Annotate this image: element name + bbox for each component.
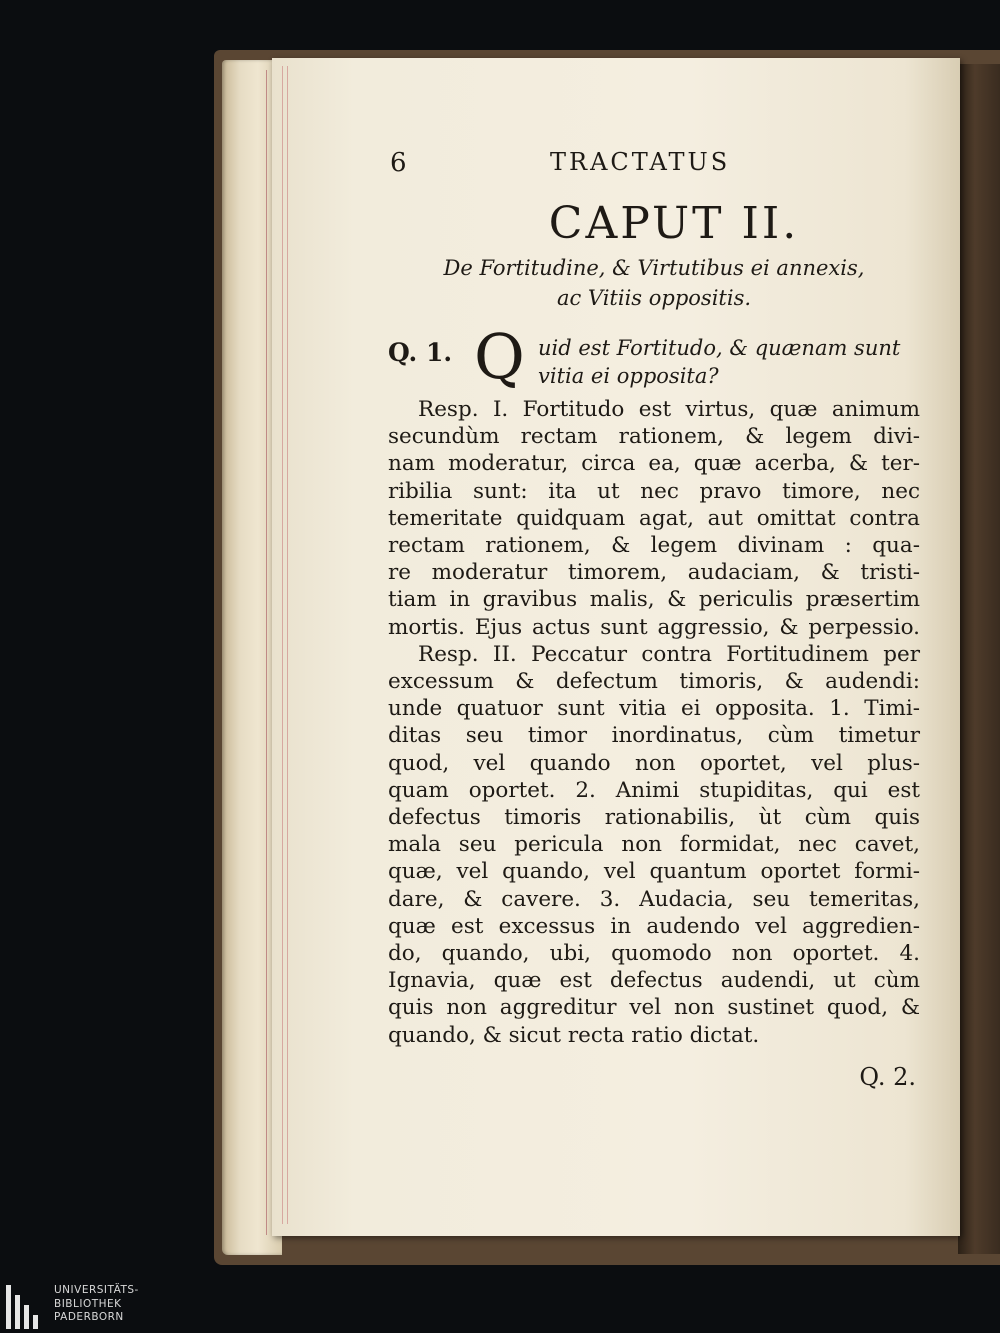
body-line: Resp. II. Peccatur contra Fortitudinem per xyxy=(418,641,920,667)
logo-line-1: UNIVERSITÄTS- xyxy=(54,1284,139,1296)
body-line: quam oportet. 2. Animi stupiditas, qui est xyxy=(388,777,920,803)
book-spine-edge xyxy=(958,64,1000,1254)
chapter-subtitle-line-1: De Fortitudine, & Virtutibus ei annexis, xyxy=(443,256,865,280)
body-line: quæ, vel quando, vel quantum oportet formi- xyxy=(388,859,920,885)
body-line: nam moderatur, circa ea, quæ acerba, & ter- xyxy=(388,451,920,477)
running-head: TRACTATUS xyxy=(550,148,731,176)
page-text-block xyxy=(388,140,920,1091)
body-line: rectam rationem, & legem divinam : qua- xyxy=(388,533,920,559)
logo-line-3: PADERBORN xyxy=(54,1311,124,1323)
body-line: ribilia sunt: ita ut nec pravo timore, nec xyxy=(388,478,920,504)
body-line: secundùm rectam rationem, & legem divi- xyxy=(388,424,920,450)
question-text xyxy=(538,334,920,390)
page-header xyxy=(388,140,920,184)
question-line-1: uid est Fortitudo, & quænam sunt xyxy=(538,336,901,360)
question-block xyxy=(388,320,920,393)
body-line: mortis. Ejus actus sunt aggressio, & perpessio. xyxy=(388,614,920,640)
library-logo xyxy=(6,1283,206,1331)
body-line: quæ est excessus in audendo vel aggredien- xyxy=(388,913,920,939)
library-logo-text xyxy=(54,1284,139,1325)
body-line: temeritate quidquam agat, aut omittat contra xyxy=(388,505,920,531)
library-logo-icon xyxy=(6,1285,46,1329)
body-line: Ignavia, quæ est defectus audendi, ut cùm xyxy=(388,968,920,994)
body-line: tiam in gravibus malis, & periculis præsertim xyxy=(388,587,920,613)
body-line: do, quando, ubi, quomodo non oportet. 4. xyxy=(388,941,920,967)
body-line: mala seu pericula non formidat, nec cavet, xyxy=(388,832,920,858)
body-line: excessum & defectum timoris, & audendi: xyxy=(388,669,920,695)
body-line: quis non aggreditur vel non sustinet quod, & xyxy=(388,995,920,1021)
drop-cap: Q xyxy=(474,320,525,393)
chapter-subtitle-line-2: ac Vitiis oppositis. xyxy=(556,286,752,310)
chapter-title: CAPUT II. xyxy=(548,198,800,249)
body-line: quod, vel quando non oportet, vel plus- xyxy=(388,750,920,776)
catchword: Q. 2. xyxy=(859,1062,916,1091)
body-line: unde quatuor sunt vitia ei opposita. 1. Timi- xyxy=(388,696,920,722)
logo-line-2: BIBLIOTHEK xyxy=(54,1297,122,1310)
body-line: quando, & sicut recta ratio dictat. xyxy=(388,1022,760,1048)
question-label: Q. 1. xyxy=(388,338,453,367)
body-line: re moderatur timorem, audaciam, & tristi- xyxy=(388,560,920,586)
question-line-2: vitia ei opposita? xyxy=(538,364,719,388)
body-line: dare, & cavere. 3. Audacia, seu temeritas, xyxy=(388,886,920,912)
body-line: ditas seu timor inordinatus, cùm timetur xyxy=(388,723,920,749)
body-line: defectus timoris rationabilis, ùt cùm quis xyxy=(388,805,920,831)
body-line: Resp. I. Fortitudo est virtus, quæ animum xyxy=(418,397,920,422)
page-number: 6 xyxy=(390,148,407,178)
